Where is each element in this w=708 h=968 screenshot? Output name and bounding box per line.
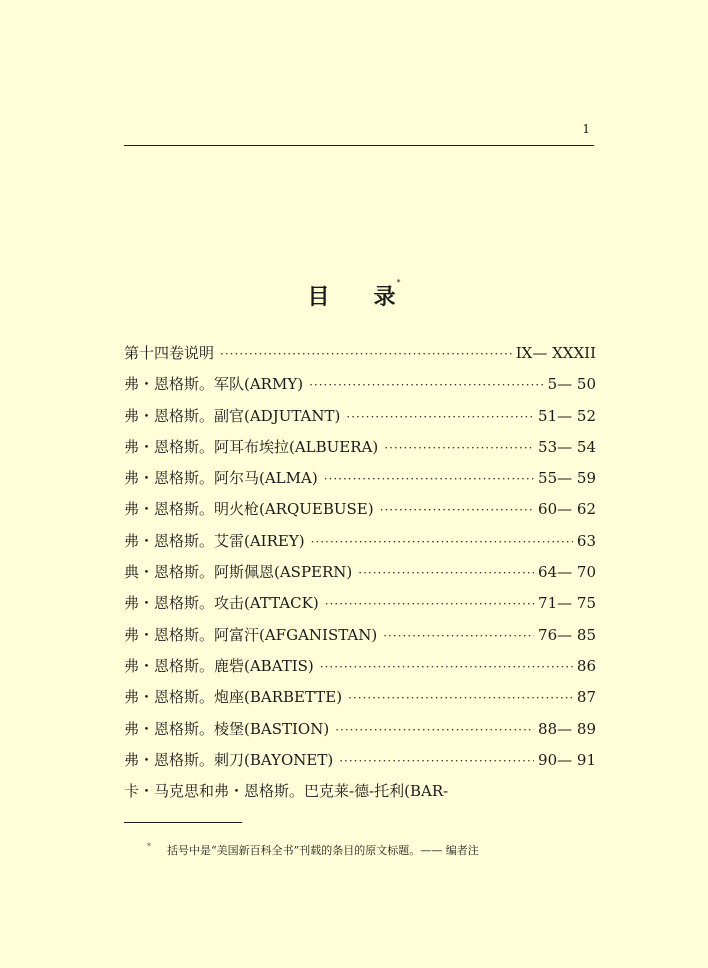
toc-entry[interactable] [124, 561, 596, 592]
toc-entry-title: 卡・马克思和弗・恩格斯。巴克莱-德-托利(BAR- [124, 782, 449, 801]
toc-leader-dots [320, 660, 573, 674]
toc-entry[interactable] [124, 405, 596, 436]
toc-entry[interactable] [124, 342, 596, 373]
toc-leader-dots [220, 347, 512, 361]
toc-leader-dots [380, 503, 534, 517]
toc-entry[interactable] [124, 655, 596, 686]
toc-leader-dots [324, 472, 534, 486]
toc-entry-title: 弗・恩格斯。军队(ARMY) [124, 375, 304, 394]
toc-entry[interactable] [124, 373, 596, 404]
toc-leader-dots [311, 535, 573, 549]
toc-entry-pages: 55— 59 [538, 469, 596, 488]
toc-entry-pages: 71— 75 [538, 594, 596, 613]
footnote-marker: * [147, 842, 151, 851]
toc-entry-title: 弗・恩格斯。副官(ADJUTANT) [124, 406, 341, 425]
toc-entry-pages: 53— 54 [538, 437, 596, 456]
toc-title [0, 280, 708, 311]
footnote-text: 括号中是“美国新百科全书”刊载的条目的原文标题。—— 编者注 [167, 844, 479, 857]
toc-title-char-2: 录 [373, 285, 396, 310]
toc-leader-dots [358, 566, 534, 580]
table-of-contents [124, 342, 596, 811]
toc-entry-pages: 88— 89 [538, 719, 596, 738]
toc-leader-dots [384, 441, 534, 455]
toc-leader-dots [335, 723, 534, 737]
toc-entry-pages: 64— 70 [538, 563, 596, 582]
toc-entry-title: 弗・恩格斯。鹿砦(ABATIS) [124, 656, 314, 675]
toc-entry-pages: 5— 50 [547, 375, 596, 394]
toc-leader-dots [325, 597, 534, 611]
toc-title-char-1: 目 [307, 285, 330, 310]
toc-entry[interactable] [124, 436, 596, 467]
toc-entry[interactable] [124, 530, 596, 561]
header-rule [124, 145, 594, 146]
toc-entry-pages: IX— XXXII [515, 344, 596, 362]
toc-entry[interactable] [124, 498, 596, 529]
toc-entry-pages: 90— 91 [538, 750, 596, 769]
toc-entry-pages: 63 [576, 531, 596, 550]
toc-entry-pages: 51— 52 [538, 406, 596, 425]
toc-entry-title: 第十四卷说明 [124, 344, 215, 362]
toc-entry-title: 弗・恩格斯。刺刀(BAYONET) [124, 750, 334, 769]
toc-leader-dots [339, 754, 534, 768]
footnote [147, 842, 479, 858]
toc-title-footnote-marker: * [396, 278, 401, 287]
toc-entry[interactable] [124, 592, 596, 623]
toc-entry-title: 弗・恩格斯。明火枪(ARQUEBUSE) [124, 500, 374, 519]
toc-entry-title: 弗・恩格斯。阿耳布埃拉(ALBUERA) [124, 437, 379, 456]
toc-entry[interactable] [124, 686, 596, 717]
page-number: 1 [582, 122, 590, 136]
toc-entry-title: 弗・恩格斯。阿尔马(ALMA) [124, 469, 318, 488]
toc-entry[interactable] [124, 718, 596, 749]
toc-entry-pages: 60— 62 [538, 500, 596, 519]
toc-entry[interactable] [124, 780, 596, 811]
toc-entry[interactable] [124, 624, 596, 655]
toc-entry-pages: 76— 85 [538, 625, 596, 644]
toc-entry-title: 弗・恩格斯。阿富汗(AFGANISTAN) [124, 625, 378, 644]
toc-entry[interactable] [124, 467, 596, 498]
toc-entry-title: 典・恩格斯。阿斯佩恩(ASPERN) [124, 563, 353, 582]
toc-leader-dots [309, 378, 544, 392]
toc-entry-pages: 86 [576, 656, 596, 675]
toc-leader-dots [383, 629, 534, 643]
toc-leader-dots [348, 691, 573, 705]
toc-entry-title: 弗・恩格斯。炮座(BARBETTE) [124, 688, 343, 707]
toc-leader-dots [346, 410, 534, 424]
footnote-rule [124, 822, 242, 823]
toc-entry-title: 弗・恩格斯。艾雷(AIREY) [124, 531, 305, 550]
toc-entry-pages: 87 [576, 688, 596, 707]
toc-entry-title: 弗・恩格斯。棱堡(BASTION) [124, 719, 330, 738]
toc-entry[interactable] [124, 749, 596, 780]
toc-entry-title: 弗・恩格斯。攻击(ATTACK) [124, 594, 319, 613]
